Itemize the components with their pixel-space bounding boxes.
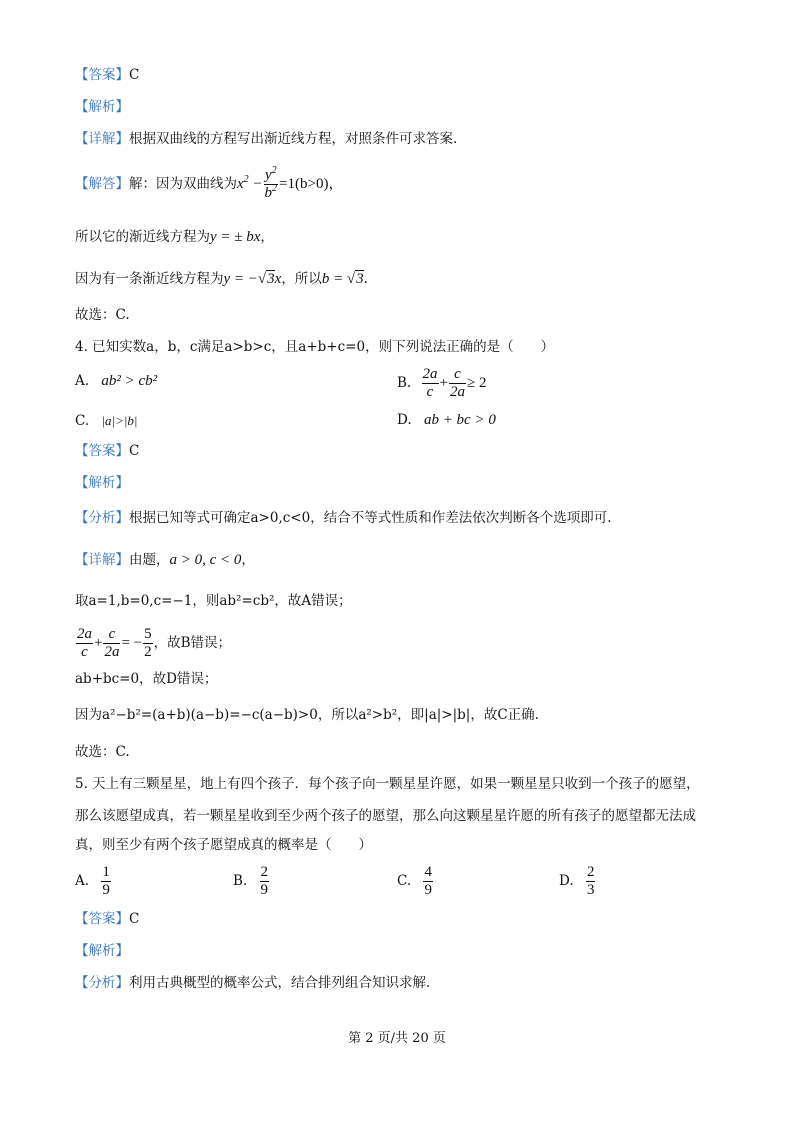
q4-l2-tail: ，故B错误； [153,634,232,651]
solution-label: 【解答】 [75,175,129,192]
q4-option-d [397,413,496,428]
q5-option-b-label: B. [233,872,248,889]
q4-detail-math: a > 0, c < 0 [169,552,242,568]
q4-stem: 4. 已知实数a，b，c满足a>b>c，且a+b+c=0，则下列说法正确的是（ ） [75,339,555,355]
q4-detail-l2: $\frac{2a}{c}$ + $\frac{c}{2a}$ = − $\frac{5}{2}$ ，故B错误； [77,626,232,660]
q3-line2 [75,230,274,245]
fenxi-label: 【分析】 [75,975,129,991]
q5-option-a-label: A. [75,872,90,889]
q3-frac-num: $y^2$ [264,165,277,183]
q5-option-d-label: D. [559,872,574,889]
q3-asymptote-given: y = −√3x [223,271,282,287]
q3-line3-text: 因为有一条渐近线方程为 [75,271,224,287]
q5-stem-line2: 那么该愿望成真，若一颗星星收到至少两个孩子的愿望，那么向这颗星星许愿的所有孩子的愿望都无法成 [75,808,696,824]
q4-detail-l4: 因为a²−b²=(a+b)(a−b)=−c(a−b)>0，所以a²>b²，即|a|>|b|，故C正确. [75,707,539,723]
q4-l2-frac2: $\frac{c}{2a}$ [104,626,120,660]
q4-b-frac2: $\frac{c}{2a}$ [449,366,465,400]
q4-fenxi-line [75,512,612,526]
q3-line3-mid: ，所以 [281,271,322,287]
detail-label: 【详解】 [75,131,129,147]
detail-label: 【详解】 [75,552,129,568]
q3-line3-end: . [363,271,368,287]
q5-analysis-label [75,945,129,959]
q5-answer-value: C [129,911,140,927]
q4-answer-line [75,445,139,459]
q5-option-c-label: C. [397,872,412,889]
q5-stem-line1: 5. 天上有三颗星星，地上有四个孩子．每个孩子向一颗星星许愿，如果一颗星星只收到一个孩子的愿望， [75,776,700,792]
answer-label: 【答案】 [75,443,129,459]
analysis-label: 【解析】 [75,475,129,491]
q4-option-c-label: C. [75,413,90,429]
q3-b-value: b = √3 [321,271,364,287]
q4-detail-line [75,553,255,568]
q5-option-a [75,864,112,899]
q3-asymptote-eq: y = ± bx [210,229,261,245]
q4-option-c [75,414,138,429]
q4-detail-l3: ab+bc=0，故D错误； [75,671,218,687]
q5-option-c-num: 4 [424,864,432,880]
q4-analysis-label [75,477,129,491]
q4-detail-l1: 取a=1,b=0,c=−1，则ab²=cb²，故A错误； [75,593,352,609]
q5-option-d-den: 3 [586,882,595,898]
q4-option-b-tail: ≥ 2 [466,375,487,391]
answer-label: 【答案】 [75,911,129,927]
q3-detail-text: 根据双曲线的方程写出渐近线方程，对照条件可求答案. [129,131,458,147]
q5-answer-line [75,913,139,927]
q3-detail-line [75,133,457,147]
q5-fenxi-line [75,977,430,991]
q4-fenxi-text: 根据已知等式可确定a>0,c<0，结合不等式性质和作差法依次判断各个选项即可. [129,510,612,526]
q3-solution-prefix: 解：因为双曲线为 [129,175,237,192]
q5-option-d [559,864,596,899]
q4-conclusion: 故选：C. [75,744,130,760]
q3-solution-line [75,167,343,202]
q5-stem-line3: 真，则至少有两个孩子愿望成真的概率是（ ） [75,837,372,853]
analysis-label: 【解析】 [75,99,129,115]
q3-conclusion: 故选：C. [75,307,130,323]
q4-option-b-label: B. [397,374,412,391]
q4-detail-prefix: 由题， [129,552,170,568]
q4-option-a-label: A. [75,373,90,389]
q4-l2-frac3: $\frac{5}{2}$ [144,626,152,660]
analysis-label: 【解析】 [75,943,129,959]
q4-option-c-text: |a|>|b| [101,413,138,428]
q5-option-b-num: 2 [260,864,269,880]
q4-b-frac1: $\frac{2a}{c}$ [422,366,438,400]
q5-fenxi-text: 利用古典概型的概率公式，结合排列组合知识求解. [129,975,431,991]
q4-option-a-text: ab² > cb² [101,373,158,389]
q3-hyperbola-rhs: =1(b>0)， [279,176,344,192]
q3-hyperbola-fraction [264,167,279,202]
q3-line3 [75,272,368,287]
q3-answer-value: C [129,67,140,83]
q5-option-d-num: 2 [586,864,595,880]
fenxi-label: 【分析】 [75,510,129,526]
q3-hyperbola-x2: $x^2$ − [237,174,263,192]
answer-label: 【答案】 [75,67,129,83]
q3-line2-text: 所以它的渐近线方程为 [75,229,210,245]
q3-analysis-label [75,101,129,115]
q5-option-a-den: 9 [102,882,110,898]
q4-option-d-text: ab + bc > 0 [423,412,496,428]
q3-frac-den: $b^2$ [264,183,278,201]
page-footer: 第 2 页/共 20 页 [348,1031,446,1046]
q5-option-a-num: 1 [102,864,110,880]
q5-option-c [397,864,434,899]
q4-option-d-label: D. [397,412,412,428]
q4-option-b: B. $\frac{2a}{c}$ + $\frac{c}{2a}$ ≥ 2 [397,366,487,400]
q4-l2-frac1: $\frac{2a}{c}$ [77,626,92,660]
q5-option-b [233,864,270,899]
q4-detail-end: ， [241,552,255,568]
q5-option-b-den: 9 [260,882,269,898]
q4-answer-value: C [129,443,140,459]
q4-option-a [75,374,157,389]
q3-answer-line [75,69,139,83]
q3-line2-end: ， [260,229,274,245]
q5-option-c-den: 9 [424,882,432,898]
